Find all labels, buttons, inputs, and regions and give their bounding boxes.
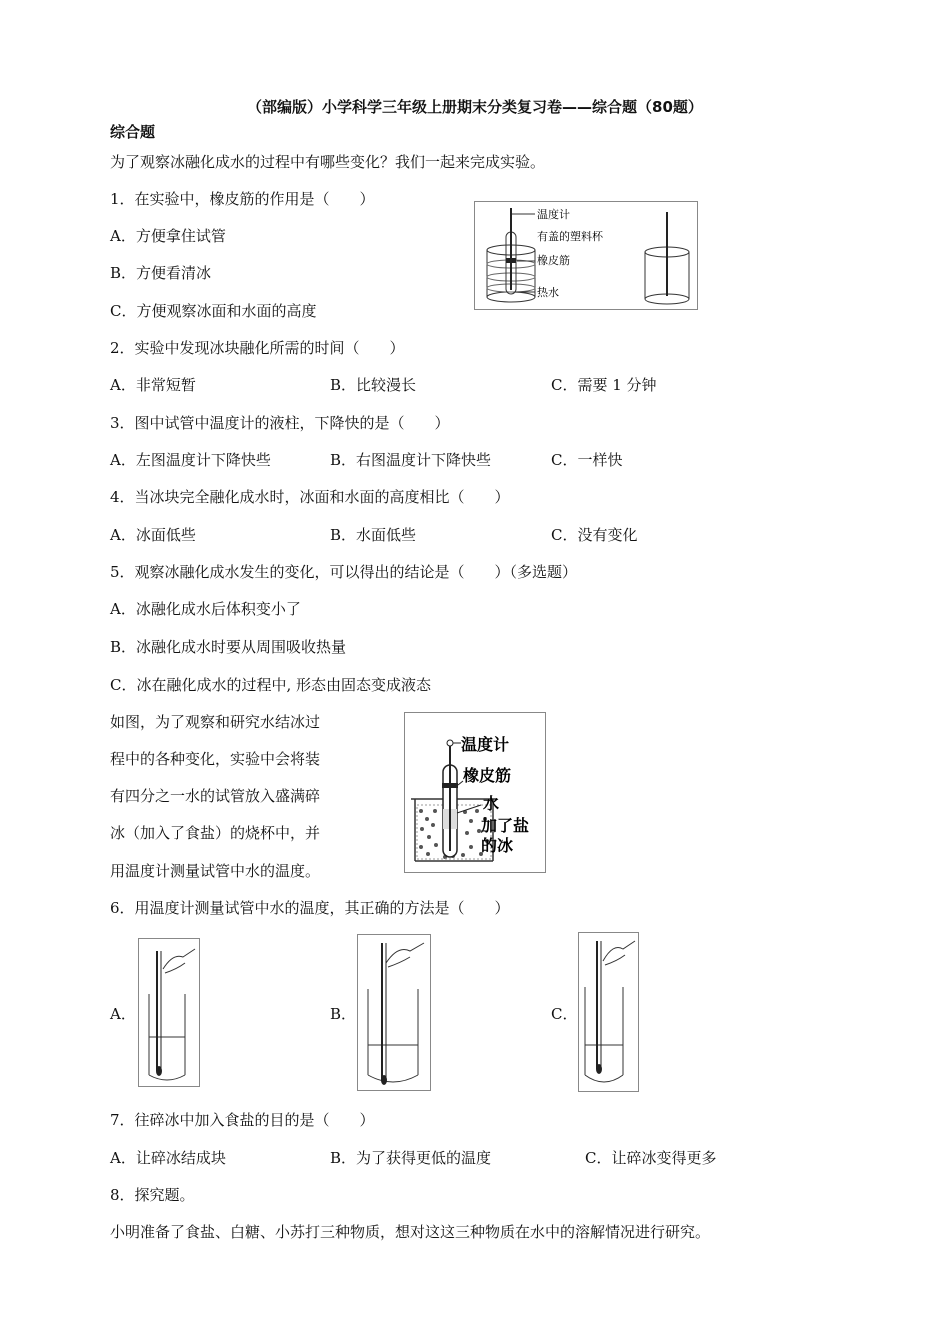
fig2-label-rubber-band: 橡皮筋 [463,766,512,785]
q2-stem: 2．实验中发现冰块融化所需的时间（ ） [110,339,405,357]
para2-line-5: 用温度计测量试管中水的温度。 [110,862,321,880]
q6-image-b [357,934,431,1091]
fig1-label-cup: 有盖的塑料杯 [537,230,603,243]
fig2-label-salted-ice-2: 的冰 [481,836,514,855]
q7-option-b: B．为了获得更低的温度 [330,1149,492,1167]
q4-option-b: B．水面低些 [330,526,417,544]
para2-line-4: 冰（加入了食盐）的烧杯中，并 [110,824,321,842]
q1-option-b: B．方便看清冰 [110,264,212,282]
q1-option-c: C．方便观察冰面和水面的高度 [110,302,317,320]
q7-option-c: C．让碎冰变得更多 [585,1149,717,1167]
q7-stem: 7．往碎冰中加入食盐的目的是（ ） [110,1111,375,1129]
para2-line-2: 程中的各种变化，实验中会将装 [110,750,321,768]
intro-text: 为了观察冰融化成水的过程中有哪些变化？我们一起来完成实验。 [110,153,546,171]
fig2-label-salted-ice-1: 加了盐 [481,816,530,835]
q2-option-a: A．非常短暂 [110,376,196,394]
q7-option-a: A．让碎冰结成块 [110,1149,226,1167]
q8-stem: 8．探究题。 [110,1186,195,1204]
fig2-label-water: 水 [483,794,500,813]
fig1-label-thermometer: 温度计 [537,208,570,221]
q2-option-b: B．比较漫长 [330,376,417,394]
q4-option-c: C．没有变化 [551,526,638,544]
q5-stem: 5．观察冰融化成水发生的变化，可以得出的结论是（ ）（多选题） [110,563,578,581]
q4-option-a: A．冰面低些 [110,526,196,544]
q3-option-b: B．右图温度计下降快些 [330,451,492,469]
q5-option-a: A．冰融化成水后体积变小了 [110,600,301,618]
q2-option-c: C．需要 1 分钟 [551,376,657,394]
q6-option-a: A． [110,1005,136,1023]
page-title: （部编版）小学科学三年级上册期末分类复习卷——综合题（80题） [247,98,703,116]
q5-option-c: C．冰在融化成水的过程中, 形态由固态变成液态 [110,676,432,694]
figure-ice-melting-setup [474,201,698,310]
q5-option-b: B．冰融化成水时要从周围吸收热量 [110,638,347,656]
q6-image-a [138,938,200,1087]
q3-option-c: C．一样快 [551,451,623,469]
q6-option-c: C． [551,1005,578,1023]
q3-stem: 3．图中试管中温度计的液柱，下降快的是（ ） [110,414,450,432]
section-heading: 综合题 [110,123,156,141]
q4-stem: 4．当冰块完全融化成水时，冰面和水面的高度相比（ ） [110,488,510,506]
para2-line-1: 如图，为了观察和研究水结冰过 [110,713,321,731]
q1-stem: 1．在实验中，橡皮筋的作用是（ ） [110,190,375,208]
q6-option-b: B． [330,1005,357,1023]
q6-stem: 6．用温度计测量试管中水的温度，其正确的方法是（ ） [110,899,510,917]
fig1-label-hot-water: 热水 [537,286,559,299]
figure-water-freezing-setup [404,712,546,873]
q6-image-c [578,932,639,1092]
fig2-label-thermometer: 温度计 [461,735,510,754]
fig1-label-rubber-band: 橡皮筋 [537,254,570,267]
q1-option-a: A．方便拿住试管 [110,227,226,245]
q3-option-a: A．左图温度计下降快些 [110,451,271,469]
para2-line-3: 有四分之一水的试管放入盛满碎 [110,787,321,805]
q8-text: 小明准备了食盐、白糖、小苏打三种物质，想对这这三种物质在水中的溶解情况进行研究。 [110,1223,711,1241]
